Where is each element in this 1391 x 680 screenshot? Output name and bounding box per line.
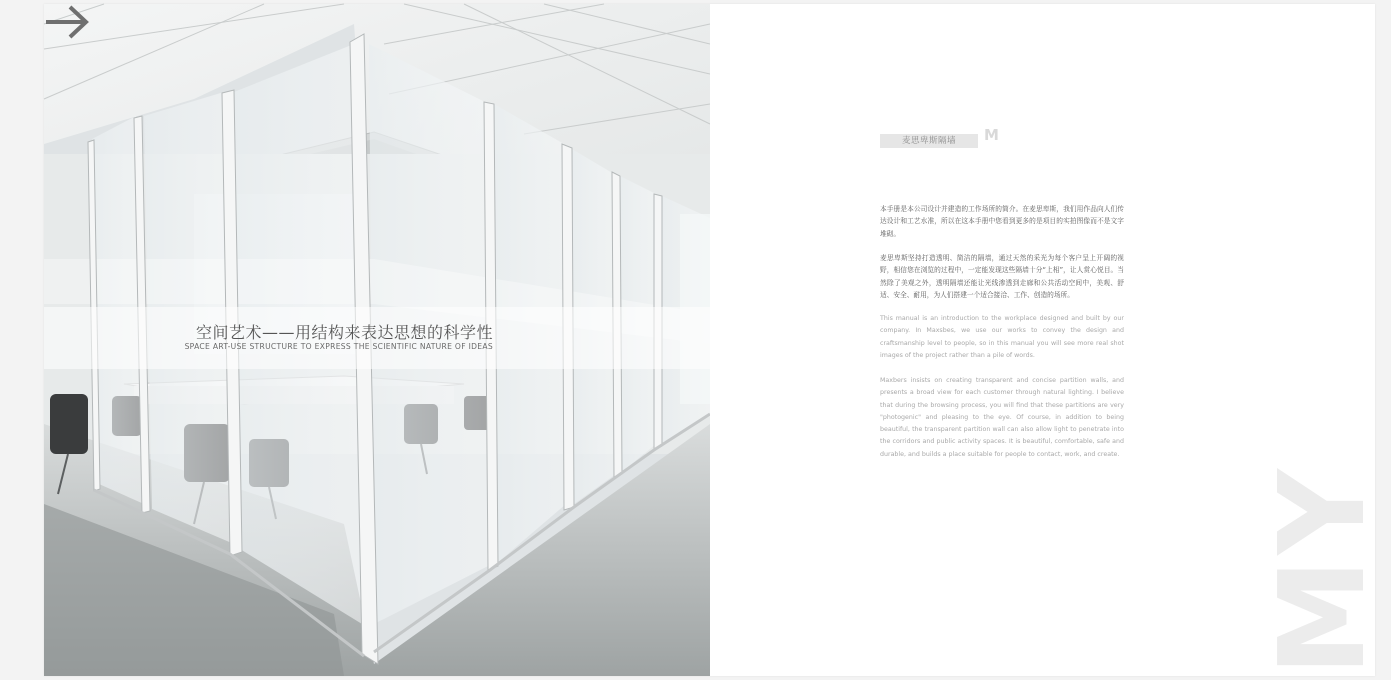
decorative-watermark-text: MY xyxy=(1253,465,1391,676)
banner-title: 空间艺术——用结构来表达思想的科学性 xyxy=(195,323,493,342)
banner-subtitle: SPACE ART-USE STRUCTURE TO EXPRESS THE SCIENTIFIC NATURE OF IDEAS xyxy=(184,342,493,351)
section-tag-letter: M xyxy=(984,126,999,144)
brochure-spread xyxy=(44,4,1391,676)
intro-paragraph-en-2: Maxbers insists on creating transparent and concise partition walls, and presents a broad view for each customer through natural lighting. I believe that during the browsing process, you will find that these partitions are very "photogenic" and pleasing to the eye. Of course, in addition to being beautiful, the transparent partition wall can also allow light to penetrate into the corridors and public activity spaces. It is beautiful, comfortable, safe and durable, and builds a place suitable for people to contact, work, and create. xyxy=(880,377,1124,458)
section-tag-label: 麦思卑斯隔墙 xyxy=(880,134,978,148)
section-tag xyxy=(880,126,999,148)
right-arrow-icon[interactable] xyxy=(44,4,90,40)
decorative-watermark xyxy=(1253,428,1391,676)
intro-paragraph-cn-1: 本手册是本公司设计并建造的工作场所的简介。在麦思卑斯，我们用作品向人们传达设计和工艺水准，所以在这本手册中您看到更多的是项目的实拍图像而不是文字堆砌。 xyxy=(880,205,1124,238)
intro-paragraph-cn-2: 麦思卑斯坚持打造透明、简洁的隔墙，通过天然的采光为每个客户呈上开阔的视野，相信您在浏览的过程中，一定能发现这些隔墙十分“上相”，让人赏心悦目。当然除了美观之外，透明隔墙还能让光线渗透到走廊和公共活动空间中，美观、舒适、安全、耐用，为人们搭建一个适合接洽、工作、创造的场所。 xyxy=(880,254,1124,299)
intro-paragraph-en-1: This manual is an introduction to the workplace designed and built by our company. In Maxsbes, we use our works to convey the design and craftsmanship level to people, so in this manual you will see more real shot images of the project rather than a pile of words. xyxy=(880,315,1124,359)
office-photo xyxy=(44,4,710,676)
text-page xyxy=(710,4,1391,676)
